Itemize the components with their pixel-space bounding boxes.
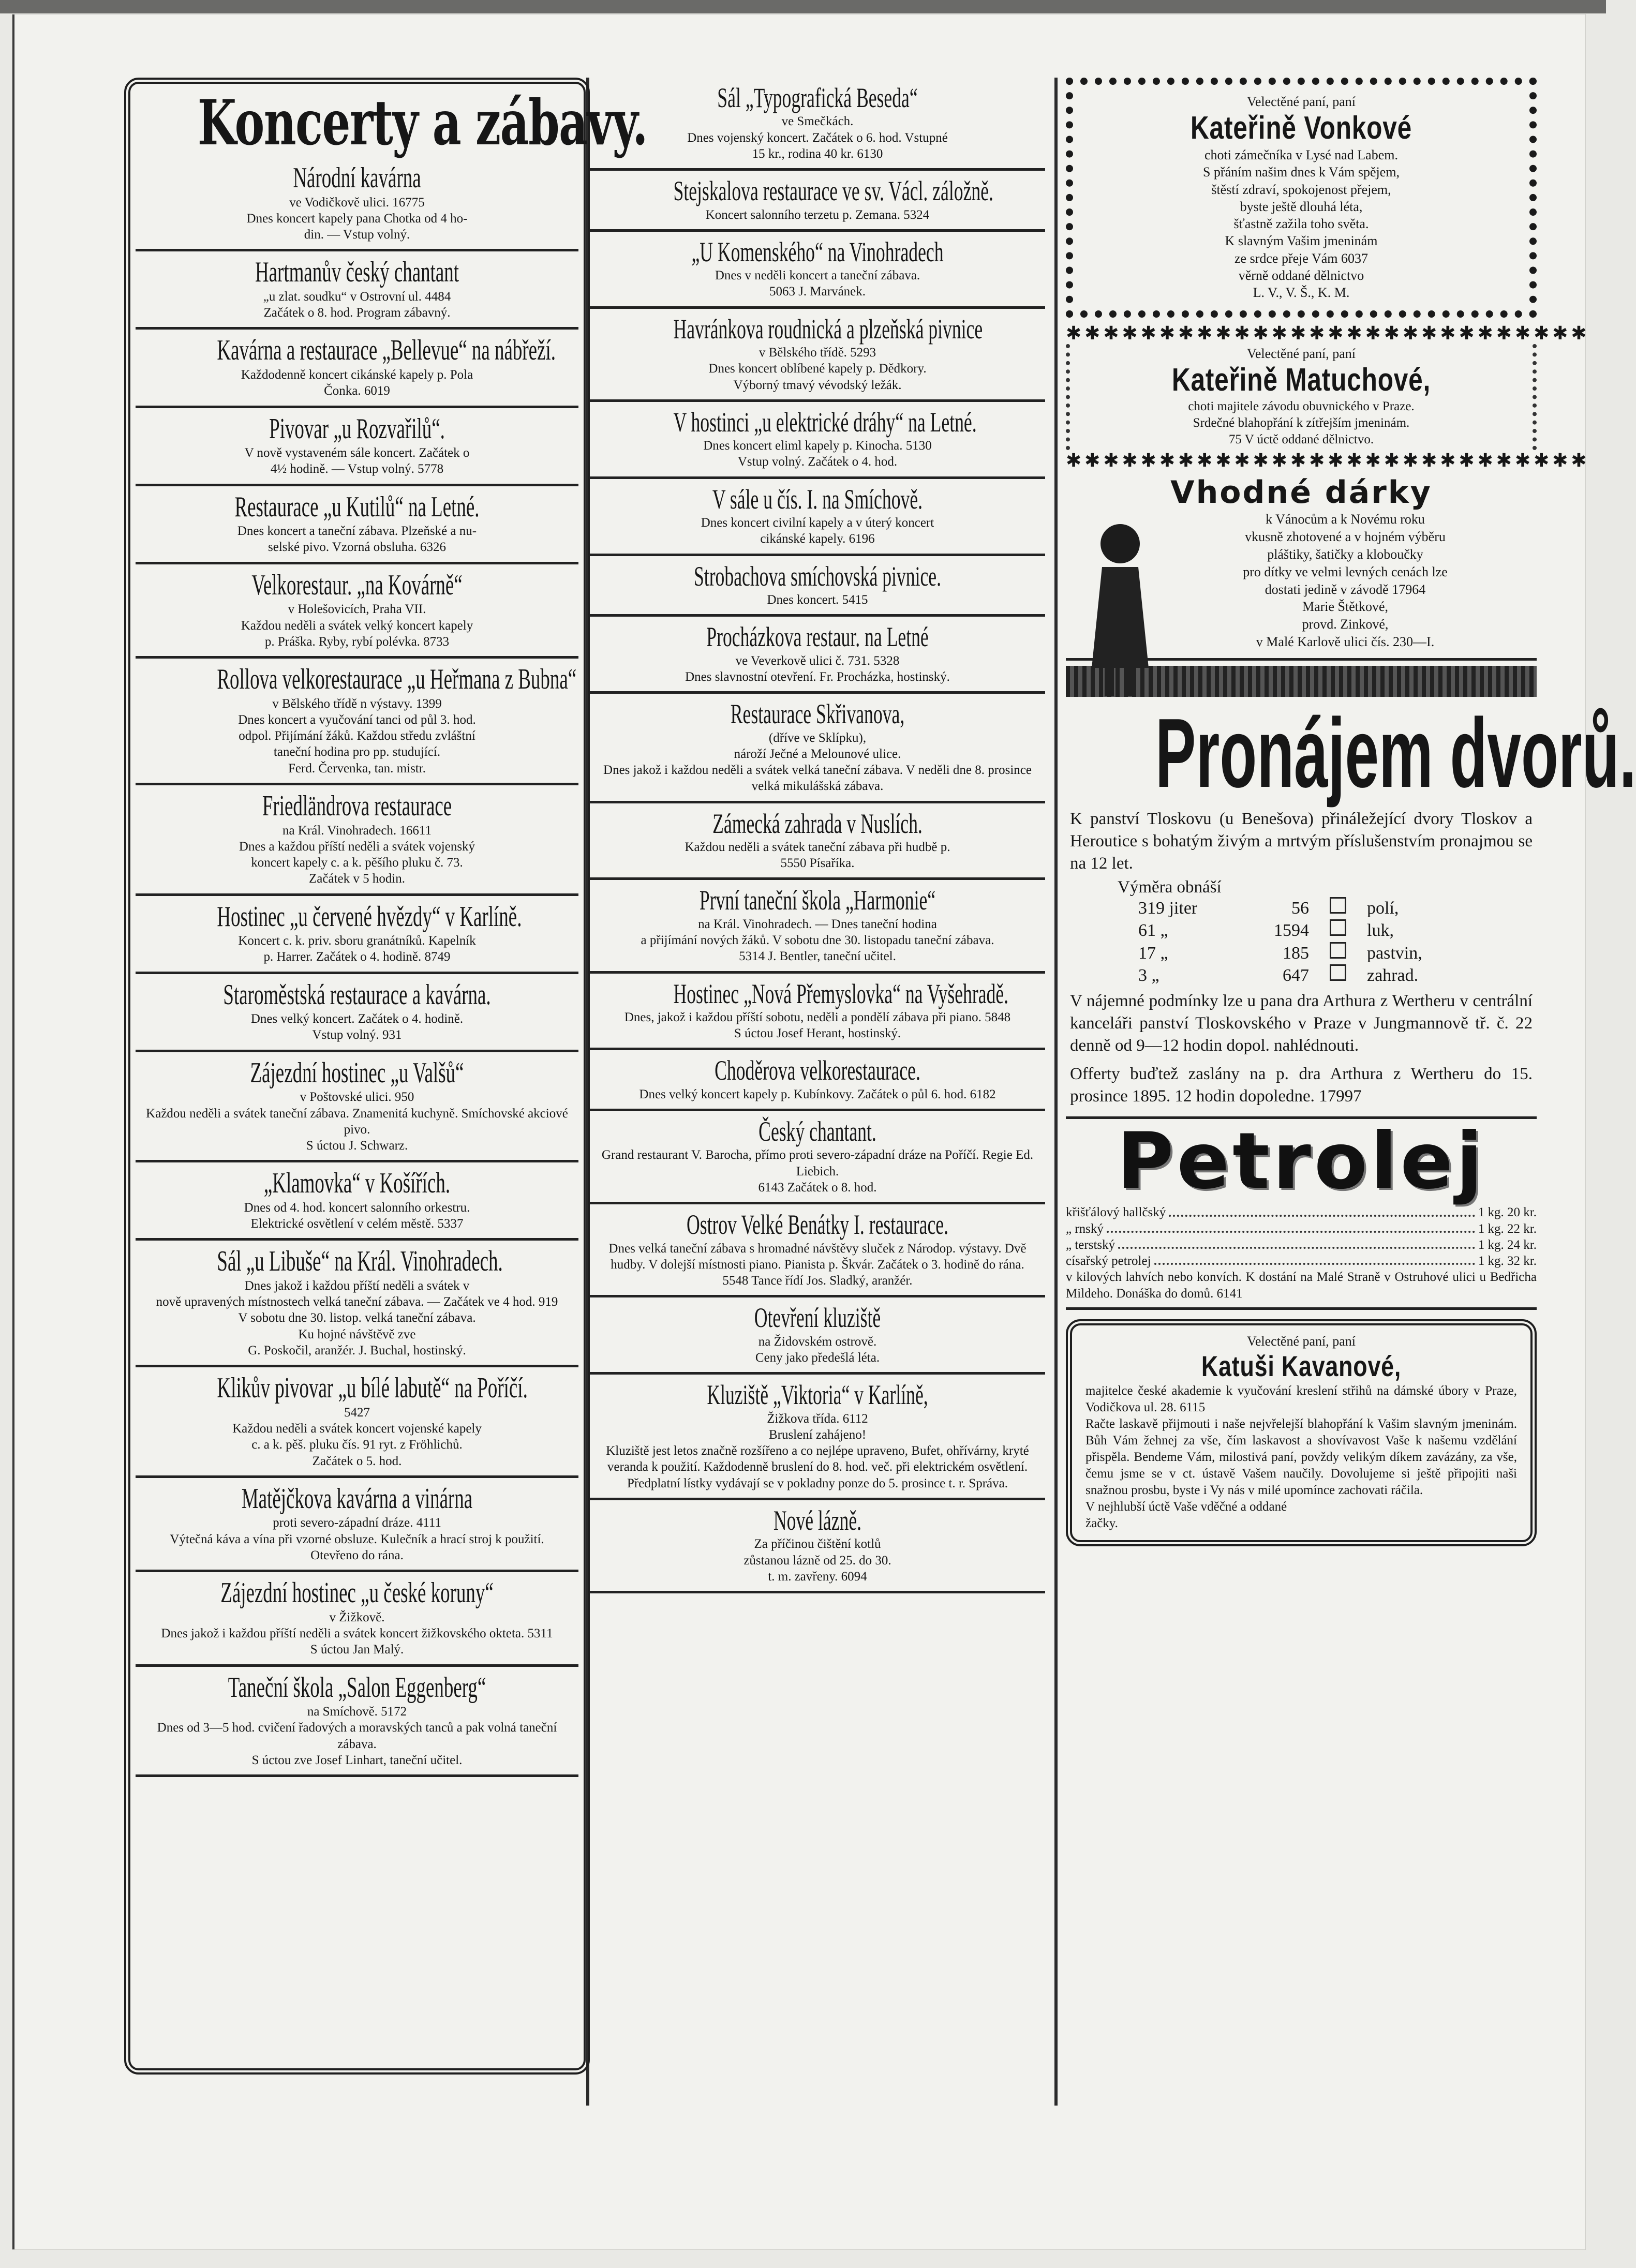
text-line: provd. Zinkové, — [1302, 617, 1389, 632]
ad-line: Grand restaurant V. Barocha, přímo proti severo-západní dráze na Poříčí. Regie Ed. Liebich. — [601, 1148, 1034, 1178]
advertisement — [136, 251, 578, 330]
ad-line: na Židovském ostrově. — [758, 1334, 877, 1349]
ad-line: V nově vystaveném sále koncert. Začátek o — [244, 446, 470, 460]
ad-line: na Král. Vinohradech. 16611 — [282, 823, 432, 838]
advertisement — [136, 659, 578, 785]
advertisement — [136, 564, 578, 659]
price-row — [1066, 1253, 1537, 1269]
ad-line: Začátek o 5. hod. — [312, 1454, 402, 1468]
ad-title: Kluziště „Viktoria“ v Karlíně, — [707, 1379, 928, 1411]
text-line: ze srdce přeje Vám 6037 — [1235, 250, 1368, 266]
ad-line: 6143 Začátek o 8. hod. — [758, 1180, 877, 1195]
ad-line: na Smíchově. 5172 — [307, 1705, 407, 1719]
ad-line: Dnes velký koncert kapely p. Kubínkovy. Začátek o půl 6. hod. 6182 — [639, 1087, 996, 1101]
ad-line: Čonka. 6019 — [324, 384, 390, 398]
ad-title: Český chantant. — [758, 1116, 876, 1147]
area-row — [1138, 942, 1537, 965]
ad-line: V sobotu dne 30. listop. velká taneční zábava. — [238, 1311, 476, 1325]
ad-line: Dnes koncert. 5415 — [767, 592, 868, 607]
top-edge — [0, 0, 1606, 13]
ad-line: Dnes vojenský koncert. Začátek o 6. hod. Vstupné — [687, 130, 948, 145]
middle-column-ads — [590, 78, 1045, 2106]
ad-line: nároží Ječné a Melounové ulice. — [734, 747, 901, 761]
advertisement — [590, 694, 1045, 803]
area-cell: 17 „ — [1138, 943, 1168, 963]
ad-line: Elektrické osvětlení v celém městě. 5337 — [250, 1217, 464, 1231]
advertisement — [590, 309, 1045, 402]
advertisement — [590, 402, 1045, 479]
ad-line: Každou neděli a svátek taneční zábava. Znamenitá kuchyně. Smíchovské akciové pivo. — [146, 1106, 568, 1137]
ad-line: Dnes jakož i každou neděli a svátek velká taneční zábava. V neděli dne 8. prosince velká mikulášská zábava. — [603, 763, 1032, 794]
greeting-matuchova — [1066, 344, 1537, 450]
text-line: 75 V úctě oddané dělnictvo. — [1228, 432, 1374, 447]
leader-dots — [1107, 1221, 1475, 1233]
ad-line: proti severo-západní dráze. 4111 — [273, 1516, 441, 1530]
ad-line: Dnes velká taneční zábava s hromadné návštěvy sluček z Národop. výstavy. Dvě hudby. V dolejší místnosti piano. Pianista p. Škvár. Začátek o 3. hodině do rána. 5548 Tance řídí Jos. Sladký, aranžér. — [608, 1241, 1027, 1288]
advertisement — [136, 974, 578, 1052]
area-cell: 3 „ — [1138, 966, 1159, 986]
ad-title: Klikův pivovar „u bílé labutě“ na Poříčí. — [217, 1372, 528, 1405]
advertisement — [590, 617, 1045, 694]
area-row — [1138, 964, 1537, 987]
ad-line: ve Veverkově ulici č. 731. 5328 — [735, 653, 900, 668]
ad-title: Hartmanův český chantant — [255, 256, 459, 289]
ad-title: Sál „u Libuše“ na Král. Vinohradech. — [217, 1245, 503, 1278]
ad-line: Výtečná káva a vína při vzorné obsluze. Kulečník a hrací stroj k použití. Otevřeno do rána. — [170, 1532, 544, 1562]
ad-title: Strobachova smíchovská pivnice. — [693, 560, 942, 592]
greeting-text — [1080, 398, 1522, 448]
text-line: šťastně zažila toho světa. — [1233, 216, 1369, 232]
text-line: K slavným Vašim jmeninám — [1225, 233, 1378, 249]
ad-title: V sále u čís. I. na Smíchově. — [712, 483, 923, 515]
ad-line: ve Vodičkově ulici. 16775 — [289, 195, 425, 210]
rent-offers: Offerty buďtež zaslány na p. dra Arthura z Wertheru do 15. prosince 1895. 12 hodin dopoledne. 17997 — [1070, 1064, 1533, 1106]
text-line: žačky. — [1085, 1516, 1118, 1531]
greeting-text — [1085, 1383, 1517, 1532]
advertisement — [590, 1050, 1045, 1111]
ad-line: Dnes a každou příští neděli a svátek vojenský — [239, 839, 475, 854]
ad-line: „u zlat. soudku“ v Ostrovní ul. 4484 — [263, 289, 451, 304]
ad-line: t. m. zavřeny. 6094 — [768, 1569, 867, 1584]
leader-dots — [1118, 1237, 1475, 1249]
advertisement — [136, 157, 578, 251]
advertisement — [590, 1111, 1045, 1204]
price-label: „ terstský — [1066, 1237, 1116, 1252]
ad-title: První taneční škola „Harmonie“ — [699, 885, 936, 916]
advertisement — [136, 1241, 578, 1367]
ad-line: nově upravených místnostech velká taneční zábava. — Začátek ve 4 hod. 919 — [156, 1295, 558, 1309]
ad-line: 15 kr., rodina 40 kr. 6130 — [752, 146, 883, 161]
ad-line: Každou neděli a svátek koncert vojenské kapely — [232, 1422, 482, 1436]
square-unit-icon — [1330, 897, 1346, 914]
ad-title: Zájezdní hostinec „u české koruny“ — [220, 1577, 494, 1609]
advertisement — [590, 232, 1045, 309]
ad-title: Restaurace Skřivanova, — [730, 698, 905, 730]
greeting-kavanova — [1066, 1319, 1537, 1546]
star-border-top: ✱✱✱✱✱✱✱✱✱✱✱✱✱✱✱✱✱✱✱✱✱✱✱✱✱✱✱✱ — [1066, 323, 1590, 345]
area-cell: 56 — [1291, 898, 1309, 918]
ad-title: Matějčkova kavárna a vinárna — [241, 1482, 473, 1515]
ad-title: Zájezdní hostinec „u Valšů“ — [250, 1056, 464, 1089]
ad-title: Sál „Typografická Beseda“ — [717, 82, 918, 113]
ad-line: a přijímání nových žáků. V sobotu dne 30. listopadu taneční zábava. — [641, 933, 994, 948]
ad-line: v Poštovské ulici. 950 — [300, 1090, 414, 1105]
advertisement — [136, 486, 578, 564]
advertisement — [590, 1375, 1045, 1500]
ad-title: V hostinci „u elektrické dráhy“ na Letné. — [673, 406, 977, 438]
area-cell: 319 jiter — [1138, 898, 1198, 918]
ad-title: Havránkova roudnická a plzeňská pivnice — [673, 313, 983, 345]
area-cell: pastvin, — [1367, 943, 1422, 963]
greeting-name: Kateřině Vonkové — [1190, 110, 1412, 146]
price-label: křišťálový hallčský — [1066, 1205, 1166, 1220]
ad-line: 5063 J. Marvánek. — [769, 285, 866, 299]
right-column — [1066, 78, 1636, 2106]
ad-title: „Klamovka“ v Košířích. — [263, 1167, 451, 1200]
ad-line: Vstup volný. Začátek o 4. hod. — [737, 455, 898, 469]
advertisement — [136, 408, 578, 486]
price-value: 1 kg. 20 kr. — [1478, 1205, 1537, 1220]
rent-outro: V nájemné podmínky lze u pana dra Arthura z Wertheru v centrální kanceláři panství Tloskovského v Praze v Jungmannově tř. č. 22 denně od 9—12 hodin dopol. nahlédnouti. — [1070, 992, 1533, 1055]
ad-line: na Král. Vinohradech. — Dnes taneční hodina — [698, 917, 937, 931]
ad-line: c. a k. pěš. pluku čís. 91 ryt. z Fröhlichů. — [251, 1438, 463, 1452]
text-line: štěstí zdraví, spokojenost přejem, — [1211, 182, 1391, 197]
ad-line: Ceny jako předešlá léta. — [755, 1351, 880, 1365]
advertisement — [590, 880, 1045, 973]
ad-line: Každou neděli a svátek velký koncert kapely — [241, 618, 473, 633]
ad-title: Taneční škola „Salon Eggenberg“ — [228, 1671, 486, 1704]
ad-line: Ku hojné návštěvě zve — [298, 1327, 416, 1341]
ad-line: Dnes koncert eliml kapely p. Kinocha. 5130 — [703, 439, 932, 453]
petrolej-footer: v kilových lahvích nebo konvích. K dostání na Malé Straně v Ostruhové ulici u Bedřicha Mildeho. Donáška do domů. 6141 — [1066, 1270, 1537, 1301]
ad-line: Dnes koncert kapely pana Chotka od 4 ho- — [246, 211, 468, 226]
greeting-to: Velectěné paní, paní — [1246, 346, 1356, 362]
ad-line: Koncert c. k. priv. sboru granátníků. Kapelník — [238, 934, 476, 948]
text-line: pro dítky ve velmi levných cenách lze — [1243, 564, 1448, 579]
ad-line: Dnes slavnostní otevření. Fr. Procházka, hostinský. — [685, 669, 950, 684]
advertisement — [590, 78, 1045, 171]
gifts-text — [1154, 511, 1537, 650]
text-line: pláštiky, šatičky a kloboučky — [1267, 546, 1423, 562]
gifts-title: Vhodné dárky — [1170, 474, 1432, 511]
price-value: 1 kg. 32 kr. — [1478, 1254, 1537, 1269]
price-label: císařský petrolej — [1066, 1254, 1151, 1269]
text-line: L. V., V. Š., K. M. — [1253, 285, 1350, 301]
petrolej-ad — [1066, 1116, 1537, 1310]
petrolej-title: Petrolej — [1117, 1116, 1486, 1207]
ad-line: 5314 J. Bentler, taneční učitel. — [739, 949, 896, 964]
ad-title: Zámecká zahrada v Nuslích. — [712, 808, 923, 839]
advertisement — [136, 785, 578, 896]
price-row — [1066, 1237, 1537, 1253]
left-column-ads — [124, 78, 647, 2075]
square-unit-icon — [1330, 942, 1346, 959]
ad-line: Dnes jakož i každou příští neděli a svátek koncert žižkovského okteta. 5311 — [161, 1627, 553, 1640]
text-line: choti majitele závodu obuvnického v Praze. — [1188, 399, 1415, 414]
ad-line: zůstanou lázně od 25. do 30. — [743, 1553, 891, 1568]
greeting-to: Velectěné paní, paní — [1246, 1334, 1356, 1349]
ad-title: Friedländrova restaurace — [262, 789, 452, 822]
ad-line: p. Harrer. Začátek o 4. hodině. 8749 — [263, 950, 451, 964]
text-line: Srdečné blahopřání k zítřejším jmeninám. — [1193, 416, 1410, 430]
ad-title: Otevření kluziště — [754, 1302, 881, 1334]
ad-line: v Žižkově. — [329, 1610, 385, 1624]
ad-line: Dnes od 4. hod. koncert salonního orkestru. — [244, 1200, 470, 1215]
ad-line: Za příčinou čištění kotlů — [754, 1537, 881, 1551]
ad-title: Velkorestaur. „na Kovárně“ — [251, 569, 463, 601]
column-rule-2 — [1054, 78, 1058, 2106]
greeting-text — [1089, 146, 1514, 301]
ad-title: Choděrova velkorestaurace. — [715, 1055, 920, 1086]
star-border-bottom: ✱✱✱✱✱✱✱✱✱✱✱✱✱✱✱✱✱✱✱✱✱✱✱✱✱✱✱✱ — [1066, 450, 1590, 472]
ad-line: Dnes koncert civilní kapely a v úterý koncert — [701, 516, 934, 530]
rent-title: Pronájem dvorů. — [1155, 698, 1636, 808]
ad-line: Každodenně koncert cikánské kapely p. Pola — [241, 368, 473, 382]
text-line: dostati jedině v závodě 17964 — [1265, 581, 1426, 597]
area-cell: luk, — [1367, 921, 1394, 941]
ad-line: S úctou Jan Malý. — [310, 1643, 404, 1657]
ad-line: Kluziště jest letos značně rozšířeno a co nejlépe upraveno, Bufet, ohřívárny, kryté veranda k použití. Každodenně bruslení do 8. hod. več. při elektrickém osvětlení. Předplatní lístky vydávají se v pokladny ponze do 5. prosince t. r. Správa. — [606, 1444, 1029, 1490]
square-unit-icon — [1330, 919, 1346, 936]
ad-line: Ferd. Červenka, tan. mistr. — [288, 761, 426, 775]
ad-line: (dříve ve Sklípku), — [768, 730, 867, 745]
advertisement — [136, 1572, 578, 1666]
ad-line: taneční hodina pro pp. studující. — [273, 745, 441, 759]
ad-line: Žižkova třída. 6112 — [767, 1411, 868, 1426]
ad-title: Restaurace „u Kutilů“ na Letné. — [234, 490, 480, 523]
text-line: k Vánocům a k Novému roku — [1266, 512, 1425, 527]
advertisement — [590, 171, 1045, 232]
ad-line: Začátek o 8. hod. Program zábavný. — [263, 306, 451, 320]
area-cell: polí, — [1367, 898, 1399, 918]
text-line: Marie Štětkové, — [1302, 599, 1389, 615]
ad-line: ve Smečkách. — [781, 114, 854, 129]
ad-line: din. — Vstup volný. — [304, 228, 410, 242]
ad-line: v Bělského třídě n výstavy. 1399 — [272, 696, 442, 711]
ad-line: Začátek v 5 hodin. — [308, 872, 406, 886]
middle-ad-list — [590, 78, 1045, 1593]
ad-title: Stejskalova restaurace ve sv. Václ. záložně. — [673, 175, 993, 207]
ad-title: Staroměstská restaurace a kavárna. — [223, 978, 491, 1011]
ad-line: Bruslení zahájeno! — [768, 1427, 867, 1442]
ad-title: Rollova velkorestaurace „u Heřmana z Bubna“ — [217, 663, 577, 696]
ad-line: 4½ hodině. — Vstup volný. 5778 — [270, 462, 444, 476]
ad-line: G. Poskočil, aranžér. J. Buchal, hostinský. — [248, 1343, 466, 1357]
text-line: choti zámečníka v Lysé nad Labem. — [1204, 147, 1398, 162]
ad-line: p. Práška. Ryby, rybí polévka. 8733 — [264, 634, 450, 649]
ad-title: Hostinec „Nová Přemyslovka“ na Vyšehradě. — [673, 978, 1009, 1009]
rent-area-table — [1138, 897, 1537, 987]
rent-ad — [1066, 698, 1636, 1120]
ad-line: Dnes koncert a taneční zábava. Plzeňské a nu- — [237, 524, 477, 539]
ad-line: Dnes od 3—5 hod. cvičení řadových a moravských tanců a pak volná taneční zábava. — [157, 1721, 557, 1751]
price-value: 1 kg. 24 kr. — [1478, 1237, 1537, 1252]
advertisement — [590, 1204, 1045, 1297]
text-line: S přáním našim dnes k Vám spějem, — [1202, 165, 1400, 180]
section-heading: Koncerty a zábavy. — [197, 86, 647, 159]
advertisement — [590, 974, 1045, 1051]
area-row — [1138, 897, 1537, 920]
square-unit-icon — [1330, 964, 1346, 981]
ad-line: odpol. Přijímání žáků. Každou středu zvláštní — [239, 729, 475, 743]
greeting-to: Velectěné paní, paní — [1246, 94, 1356, 109]
leader-dots — [1154, 1253, 1475, 1265]
ad-line: Dnes jakož i každou příští neděli a svátek v — [244, 1278, 470, 1293]
advertisement — [590, 1500, 1045, 1593]
ad-line: S úctou Josef Herant, hostinský. — [734, 1026, 901, 1041]
ad-title: Pivovar „u Rozvařilů“. — [269, 412, 445, 445]
ad-line: v Holešovicích, Praha VII. — [288, 602, 426, 617]
leader-dots — [1169, 1204, 1475, 1216]
ad-line: v Bělského třídě. 5293 — [758, 346, 876, 360]
greeting-name: Katuši Kavanové, — [1201, 1350, 1402, 1383]
text-line: Račte laskavě přijmouti i naše nejvřelejší blahopřání k Vašim slavným jmeninám. Bůh Vám žehnej za vše, čím laskavost a shovívavost Vaše k našemu vzdělání přispěla. Bendeme Vám, milostivá paní, povždy velikým díkem zavázány, za vše, čemu jsme se v ct. ústavě Vašem naučily. Dovolujeme si ještě připojiti naši snažnou prosbu, byste i Vy nás v milé upomínce zachovati ráčila. — [1085, 1417, 1517, 1498]
ad-line: Dnes koncert a vyučování tanci od půl 3. hod. — [238, 712, 476, 727]
ad-title: Procházkova restaur. na Letné — [706, 621, 929, 653]
advertisement — [136, 1667, 578, 1778]
ad-line: cikánské kapely. 6196 — [760, 532, 875, 546]
ad-line: S úctou J. Schwarz. — [306, 1139, 408, 1153]
ad-line: koncert kapely c. a k. pěšího pluku č. 73. — [251, 856, 463, 870]
text-line: V nejhlubší úctě Vaše vděčné a oddané — [1085, 1500, 1287, 1514]
rent-area-label: Výměra obnáší — [1118, 877, 1222, 897]
advertisement — [136, 896, 578, 974]
greeting-vonkova — [1066, 78, 1537, 318]
ad-line: Dnes, jakož i každou příští sobotu, neděli a pondělí zábava při piano. 5848 — [624, 1010, 1011, 1024]
child-figure-icon — [1087, 518, 1154, 704]
area-row — [1138, 919, 1537, 942]
advertisement — [590, 1297, 1045, 1375]
ad-title: Ostrov Velké Benátky I. restaurace. — [686, 1209, 949, 1241]
ad-line: Dnes velký koncert. Začátek o 4. hodině. — [250, 1012, 464, 1026]
advertisement — [136, 1162, 578, 1241]
text-line: v Malé Karlově ulici čís. 230—I. — [1256, 634, 1435, 649]
ad-line: S úctou zve Josef Linhart, taneční učitel. — [251, 1753, 463, 1767]
gifts-ad — [1066, 471, 1537, 660]
ad-title: Kavárna a restaurace „Bellevue“ na nábřeží. — [217, 334, 556, 367]
rent-intro: K panství Tloskovu (u Benešova) přináležející dvory Tloskov a Heroutice s bohatým živým a mrtvým příslušenstvím pronajmou se na 12 let. — [1070, 810, 1533, 873]
advertisement — [136, 330, 578, 408]
price-label: „ rnský — [1066, 1221, 1104, 1236]
area-cell: 1594 — [1274, 921, 1309, 941]
ad-line: Vstup volný. 931 — [312, 1028, 402, 1042]
ad-line: Dnes koncert oblíbené kapely p. Dědkory. — [708, 362, 927, 376]
left-ad-list — [136, 157, 578, 1777]
advertisement — [136, 1367, 578, 1478]
text-line: byste ještě dlouhá léta, — [1240, 199, 1363, 214]
greeting-name: Kateřině Matuchové, — [1171, 362, 1431, 398]
advertisement — [590, 479, 1045, 556]
ad-title: Hostinec „u červené hvězdy“ v Karlíně. — [217, 900, 522, 933]
ad-line: Dnes v neděli koncert a taneční zábava. — [715, 268, 920, 283]
price-row — [1066, 1221, 1537, 1237]
ad-line: selské pivo. Vzorná obsluha. 6326 — [268, 540, 446, 555]
ad-line: Výborný tmavý vévodský ležák. — [733, 378, 902, 392]
ad-line: Koncert salonního terzetu p. Zemana. 5324 — [705, 207, 930, 222]
advertisement — [136, 1052, 578, 1163]
area-cell: 185 — [1283, 943, 1309, 963]
petrolej-price-list — [1066, 1204, 1537, 1269]
price-row — [1066, 1204, 1537, 1220]
ad-line: Každou neděli a svátek taneční zábava při hudbě p. — [685, 840, 950, 854]
ad-line: 5427 — [344, 1405, 370, 1420]
text-line: majitelce české akademie k vyučování kreslení střihů na dámské úbory v Praze, Vodičkova ul. 28. 6115 — [1085, 1384, 1517, 1415]
advertisement — [136, 1478, 578, 1572]
area-cell: 61 „ — [1138, 921, 1168, 941]
advertisement — [590, 803, 1045, 881]
ad-line: 5550 Písaříka. — [780, 856, 855, 871]
ad-title: „U Komenského“ na Vinohradech — [691, 236, 944, 267]
area-cell: zahrad. — [1367, 966, 1419, 986]
text-line: vkusně zhotovené a v hojném výběru — [1245, 529, 1446, 545]
text-line: věrně oddané dělnictvo — [1238, 267, 1364, 283]
ad-title: Nové lázně. — [773, 1504, 862, 1536]
ad-title: Národní kavárna — [293, 162, 421, 194]
area-cell: 647 — [1283, 966, 1309, 986]
advertisement — [590, 556, 1045, 617]
price-value: 1 kg. 22 kr. — [1478, 1221, 1537, 1236]
